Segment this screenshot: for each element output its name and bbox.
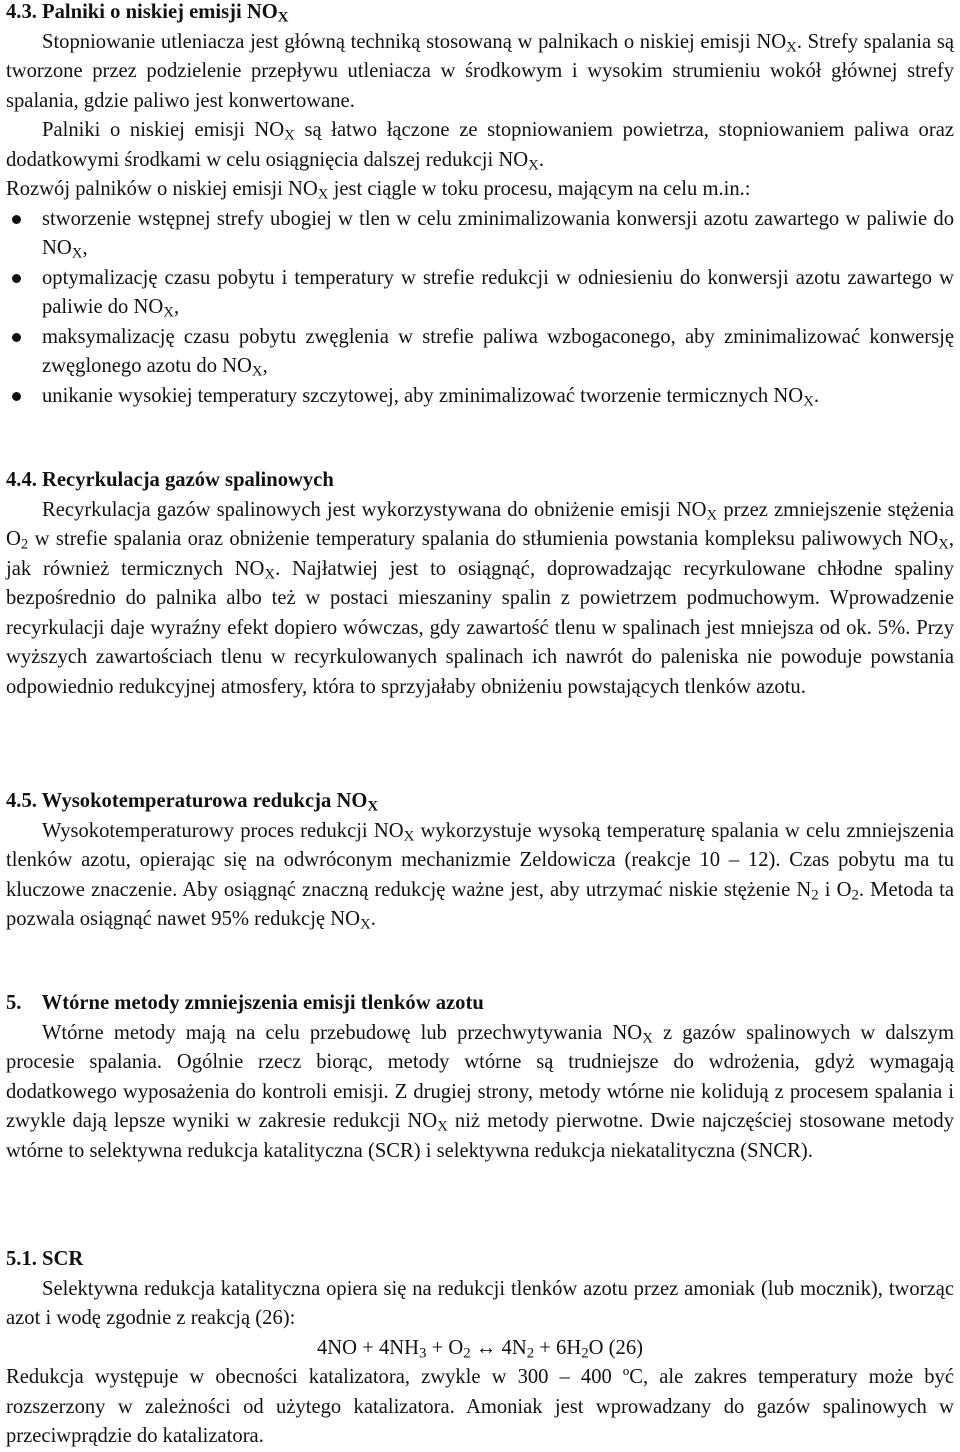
section-4-3-paragraph-1: Stopniowanie utleniacza jest główną techniką stosowaną w palnikach o niskiej emisji $NO_X$. Strefy spalania są tworzone przez podzielenie przepływu utleniacza w środkowym i wysokim strumieniu wokół głównej strefy spalania, gdzie paliwo jest konwertowane.: [6, 30, 954, 112]
section-4-3-heading: 4.3. Palniki o niskiej emisji $NO_X$: [6, 1, 289, 26]
section-5-paragraph-1: Wtórne metody mają na celu przebudowę lub przechwytywania $NO_X$ z gazów spalinowych w dalszym procesie spalania. Ogólnie rzecz biorąc, metody wtórne są trudniejsze do wdrożenia, gdyż wymagają dodatkowego wyposażenia do kontroli emisji. Z drugiej strony, metody wtórne nie kolidują z procesem spalania i zwykle dają lepsze wyniki w zakresie redukcji $NO_X$ niż metody pierwotne. Dwie najczęściej stosowane metody wtórne to selektywna redukcja katalityczna (SCR) i selektywna redukcja niekatalityczna (SNCR).: [6, 1021, 954, 1162]
section-5: [6, 989, 954, 1166]
section-5-1-heading: 5.1. SCR: [6, 1248, 84, 1270]
section-4-4-paragraph-1: Recyrkulacja gazów spalinowych jest wykorzystywana do obniżenie emisji $NO_X$ przez zmniejszenie stężenia $O_2$ w strefie spalania oraz obniżenie temperatury spalania do stłumienia powstania kompleksu paliwowych $NO_X$, jak również termicznych $NO_X$. Najłatwiej jest to osiągnąć, doprowadzając recyrkulowane chłodne spaliny bezpośrednio do palnika albo też w postaci mieszaniny spalin z powietrzem podmuchowym. Wprowadzenie recyrkulacji daje wyraźny efekt dopiero wówczas, gdy zawartość tlenu w spalinach jest mniejsza od ok. 5%. Przy wyższych zawartościach tlenu w recyrkulowanych spalinach ich nawrót do paleniska nie powoduje powstania odpowiednio redukcyjnej atmosfery, która to sprzyjałaby obniżeniu powstających tlenków azotu.: [6, 498, 954, 698]
bullet-list: [6, 205, 954, 412]
list-item: optymalizację czasu pobytu i temperatury w strefie redukcji w odniesieniu do konwersji azotu zawartego w paliwie do $NO_X$,: [6, 264, 954, 323]
list-item: maksymalizację czasu pobytu zwęglenia w strefie paliwa wzbogaconego, aby zminimalizować konwersję zwęglonego azotu do $NO_X$,: [6, 323, 954, 382]
section-4-5-paragraph-1: Wysokotemperaturowy proces redukcji $NO_X$ wykorzystuje wysoką temperaturę spalania w celu zmniejszenia tlenków azotu, opierając się na odwróconym mechanizmie Zeldowicza (reakcje 10 – 12). Czas pobytu ma tu kluczowe znaczenie. Aby osiągnąć znaczną redukcję ważne jest, aby utrzymać niskie stężenie $N_2$ i $O_2$. Metoda ta pozwala osiągnąć nawet 95% redukcję $NO_X$.: [6, 819, 955, 933]
section-5-1: [6, 1245, 954, 1452]
section-5-1-paragraph-2: Redukcja występuje w obecności katalizatora, zwykle w 300 – 400 ºC, ale zakres temperatury może być rozszerzony w zależności od użytego katalizatora. Amoniak jest wprowadzany do gazów spalinowych w przeciwprądzie do katalizatora.: [6, 1366, 954, 1447]
section-4-4-heading: 4.4. Recyrkulacja gazów spalinowych: [6, 469, 334, 491]
section-4-4: [6, 466, 954, 702]
section-4-5: [6, 787, 954, 935]
section-4-5-heading: 4.5. Wysokotemperaturowa redukcja $NO_X$: [6, 790, 379, 815]
section-4-3-paragraph-3: Rozwój palników o niskiej emisji $NO_X$ jest ciągle w toku procesu, mającym na celu m.in.:: [6, 178, 751, 203]
section-5-1-paragraph-1: Selektywna redukcja katalityczna opiera się na redukcji tlenków azotu przez amoniak (lub mocznik), tworząc azot i wodę zgodnie z reakcją (26):: [6, 1277, 954, 1329]
section-4-3-paragraph-2: Palniki o niskiej emisji $NO_X$ są łatwo łączone ze stopniowaniem powietrza, stopniowaniem paliwa oraz dodatkowymi środkami w celu osiągnięcia dalszej redukcji $NO_X$.: [6, 119, 954, 174]
section-5-heading: 5. Wtórne metody zmniejszenia emisji tlenków azotu: [6, 992, 484, 1014]
reaction-equation: $4NO + 4NH_3 + O_2$ ↔ $4N_2 + 6H_2O$ (26): [317, 1336, 643, 1362]
section-4-3: [6, 0, 954, 411]
list-item: unikanie wysokiej temperatury szczytowej, aby zminimalizować tworzenie termicznych $NO_X$.: [6, 382, 954, 412]
list-item: stworzenie wstępnej strefy ubogiej w tlen w celu zminimalizowania konwersji azotu zawartego w paliwie do $NO_X$,: [6, 205, 954, 264]
